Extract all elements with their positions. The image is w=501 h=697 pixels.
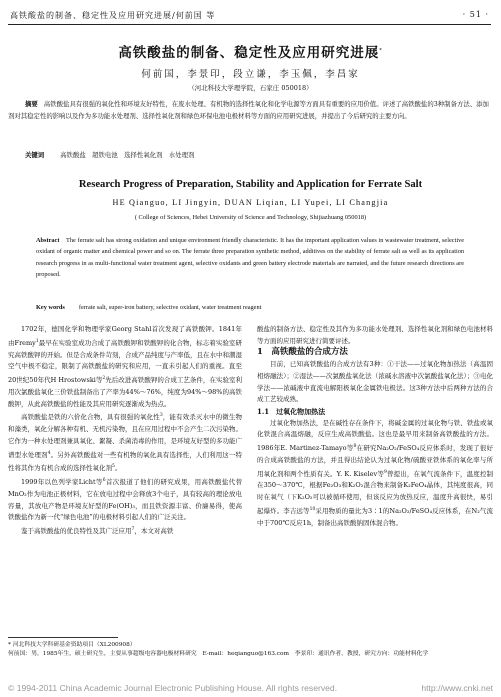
english-authors: HE Qianguo, LI Jingyin, DUAN Liqian, LI Yupei, LI Changjia (112, 198, 389, 207)
chinese-abstract (8, 99, 492, 122)
citation-ref: 6 (102, 478, 106, 484)
body-column-right (257, 324, 493, 529)
chinese-title (0, 41, 501, 61)
english-keywords-label: Key words (36, 304, 65, 311)
citation-ref: 9 (383, 469, 387, 475)
footnotes (8, 641, 494, 659)
paragraph: 酸盐的制备方法、稳定性及其作为多功能水处理剂、选择性氧化剂和绿色电池材料等方面的应用研究进行简要评述。 (257, 325, 493, 345)
paragraph: 目前，已知高铁酸盐的合成方法有3种：①干法——过氧化物加热法（高温固相熔融法）；②湿法——次氯酸盐氧化法（浓碱水溶液中次氯酸盐氧化法）；③电化学法——浓碱液中直流电解阳极氧化金属铁电极法。这3种方法中后两种方法的合成工艺较成熟。 (257, 360, 493, 404)
title-footnote-mark: * (379, 48, 383, 54)
citation-ref: 1 (35, 338, 39, 344)
journal-running-title: 高铁酸盐的制备、稳定性及应用研究进展/何前国 等 (10, 11, 216, 20)
chinese-keywords-text: 高铁酸盐 超铁电池 选择性氧化剂 水处理剂 (60, 151, 195, 159)
english-keywords (36, 304, 261, 311)
english-abstract-text: The ferrate salt has strong oxidation and unique environment friendly characteristic. It has the important application values in wastewater treatment, selective oxidant of organic matter and chemical power and so on. The ferrate three preparation synthetic method, additives on the stability of ferrate salt as well as its application research progress in as multi-functional water treatment agent, selective oxidants and green battery electrode materials are narrated, and the future research directions are proposed. (36, 237, 465, 278)
paragraph: 高铁酸盐是铁的六价化合物，具有很强的氧化性$^3$，能有效杀灭水中的微生物和藻类，氧化分解各种有机、无机污染物，且在应用过程中不会产生二次污染物。它作为一种水处理剂兼具氧化、絮凝、杀菌消毒的作用，是环境友好型的多功能广谱型水处理剂$^4$。另外高铁酸盐对一些有机物的氧化具有选择性，人们利用这一特性将其作为有机合成的选择性氧化剂$^5$。 (8, 413, 243, 473)
watermark-copyright: © 1994-2011 China Academic Journal Electronic Publishing House. All rights reserved. (8, 683, 338, 693)
citation-ref: 8 (353, 444, 357, 450)
watermark-url: http://www.cnki.net (421, 683, 493, 693)
paragraph: 过氧化物加热法，是在碱性存在条件下，将碱金属的过氧化物与铁、铁盐或氧化铁混合高温熔融，反应生成高铁酸盐。这也是最早用来制备高铁酸盐的方法。1986年E. Martinez-Tamayo等$^8$在研究Na₂O₂/FeSO₄反应体系时，发现了很好的合成高铁酸盐的方法，并且得出结论认为过氧化物/硫酸亚铁体系的氧化率与所用氧化剂和两个性质有关。Y. K. Kiselev等$^9$曾提出，在氧气流条件下，温度控制在350～370℃，根据Fe₂O₃和K₂O₂混合物来制备K₂FeO₄晶体，其纯度很高，同时在氧气（下K₂O₂可以被循环使用，但该反应为放热反应，温度升高很快，易引起爆炸。李吉远等$^{10}$采用物质的量比为3∶1的Na₂O₂/FeSO₄反应体系，在N₂气流中于700℃反应1h，制备出高铁酸钠固体混合物。 (257, 418, 493, 527)
citation-ref: 4 (47, 450, 51, 456)
english-title: Research Progress of Preparation, Stability and Application for Ferrate Salt (78, 179, 423, 190)
citation-ref: 5 (112, 464, 115, 470)
chinese-abstract-label: 摘要 (25, 100, 38, 108)
chinese-keywords-label: 关键词 (25, 151, 45, 159)
english-abstract-label: Abstract (36, 237, 60, 244)
section-heading: 1 高铁酸盐的合成方法 (257, 347, 348, 358)
copyright-watermark (0, 681, 501, 697)
body-column-left (8, 324, 242, 538)
running-header (10, 10, 489, 24)
citation-ref: 10 (309, 506, 316, 512)
citation-ref: 2 (102, 375, 106, 381)
fund-footnote: * 河北科技大学科研基金资助项目（XL200908） (8, 642, 136, 648)
author-footnote: 何前国：男，1985年生，硕士研究生，主要从事超级电容器电极材料研究 E-mail：heqianguo@163.com 李景印：通讯作者，教授，研究方向：功能材料化学 (8, 651, 429, 658)
header-rule (8, 24, 491, 25)
paragraph: 1999年以色列学家Licht等$^6$首次报道了他们的研究成果，用高铁酸盐代替MnO₂作为电池正极材料，它在放电过程中会释放3个电子，具有较高的理论放电容量，其放电产物是环境友好型的Fe(OH)₃，而且铁资源丰富、价廉易得，使高铁酸盐作为新一代“绿色电池”的电极材料引起人们的广泛关注。 (8, 478, 242, 522)
citation-ref: 7 (131, 527, 135, 533)
paragraph: 鉴于高铁酸盐的优良特性及其广泛应用$^7$，本文对高铁 (21, 527, 174, 536)
chinese-title-text: 高铁酸盐的制备、稳定性及应用研究进展 (118, 45, 380, 61)
english-affiliation: ( College of Sciences, Hebei University of Science and Technology, Shijiazhuang 050018) (134, 214, 367, 221)
page-number: · 51 · (462, 10, 489, 19)
subsection-heading: 1.1 过氧化物加热法 (257, 406, 326, 416)
paragraph: 1702年，德国化学和物理学家Georg Stahl首次发现了高铁酸钾。1841年由Fremy$^1$最早在实验室成功合成了高铁酸钾和铁酸钾的化合物，标志着实验室研究高铁酸钾的开始。但是合成条件苛刻，合成产品纯度与产率低，且在水中和潮湿空气中极不稳定，限制了高铁酸盐的研究和应用，一直未引起人们的重视。直至20世纪50年代H Hrostowski等$^2$先后改进高铁酸钾的合成工艺条件，在实验室利用次氯酸盐氧化三价铁盐制备出了产率为44%～76%，纯度为94%～98%的高铁酸钾，从此高铁酸盐的性能及其应用研究逐渐成为热点。 (8, 325, 242, 408)
chinese-keywords (25, 150, 194, 159)
english-keywords-text: ferrate salt, super-iron battery, selective oxidant, water treatment reagent (78, 304, 262, 311)
citation-ref: 3 (159, 413, 163, 419)
chinese-abstract-text: 高铁酸盐具有很强的氧化性和环境友好特性，在废水处理、有机物的选择性氧化和化学电源等方面具有重要的应用价值。评述了高铁酸盐的3种制备方法、添加剂对其稳定性的影响以及作为多功能水处理剂、选择性氧化剂和绿色环保电池电极材料等方面的应用研究进展，并提出了今后研究的主要方向。 (8, 100, 489, 120)
footnote-rule (8, 637, 118, 638)
chinese-authors: 何前国，李景印，段立谦，李玉佩，李昌家 (141, 69, 360, 80)
chinese-affiliation: （河北科技大学理学院，石家庄 050018） (188, 84, 313, 92)
english-abstract (36, 235, 464, 280)
